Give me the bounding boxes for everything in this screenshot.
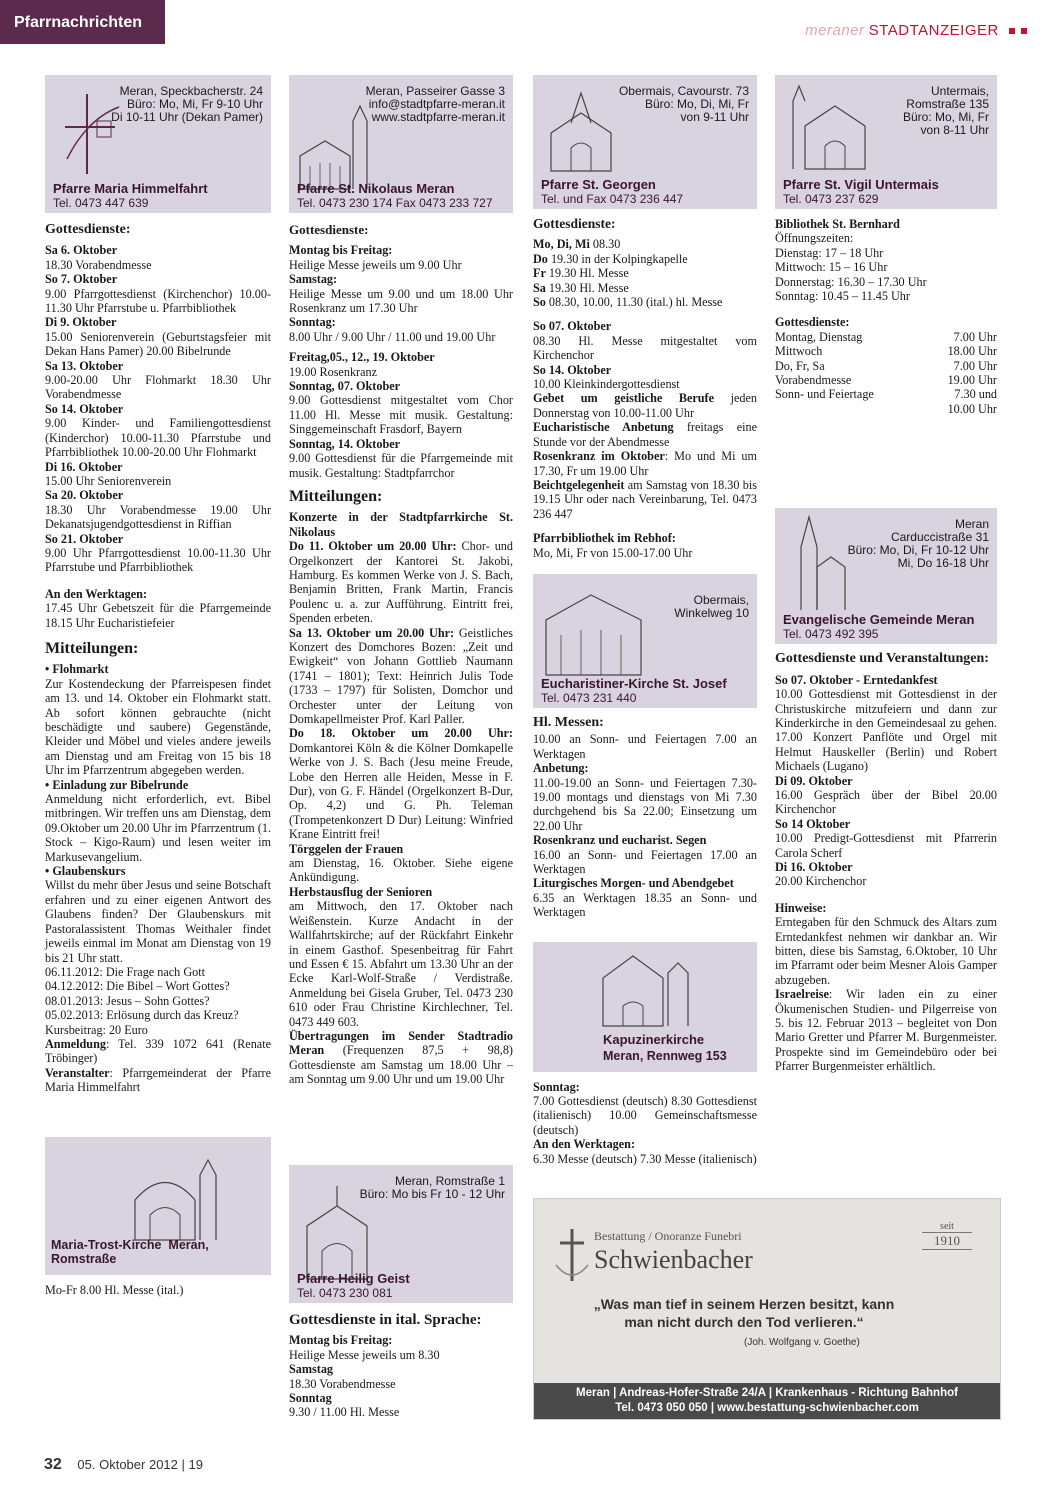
parish-phone: Tel. und Fax 0473 236 447 bbox=[541, 191, 684, 206]
church-drawing-icon bbox=[781, 512, 851, 612]
section-heading: Gottesdienste und Veranstaltungen: bbox=[775, 651, 989, 667]
weekday-services: An den Werktagen: 17.45 Uhr Gebetszeit für die Pfarrgemeinde 18.15 Uhr Eucharistiefeier bbox=[45, 586, 271, 630]
page-header bbox=[0, 0, 1045, 46]
column-4: Untermais, Romstraße 135 Büro: Mo, Mi, Fr von 8-11 Uhr Pfarre St. Vigil Untermais Tel. 0473 237 629 Bibliothek St. Bernhard Öffnungszeiten: Dienstag: 17 – 18 Uhr Mittwoch: 15 – 16 Uhr Donnerstag: 16.30 – 17.30 Uhr Sonntag: 10.45 – 11.45 Uhr Gottesdienste: Montag, Dienstag 7.00 Uhr Mittwoch 18.00 Uhr Do, Fr, Sa 7.00 Uhr Vorabendmesse 19.00 Uhr Sonn- und Feiertage 7.30 und 10.00 Uhr Meran Carduccistraße 31 Büro: Mo, Di, Fr 10-12 Uhr Mi, Do 16-18 Uhr Evangelische Gemeinde Meran Tel. 0473 492 395 Gottesdienste und Veranstaltungen: So 07. Oktober - Erntedankfest 10.00 Gottesdienst mit Gottesdienst in der Christuskirche mitzufeiern und dann zur Kinderkirche in den Gemeindesaal zu gehen. 17.00 Konzert Panflöte und Orgel mit Helmut Hauskeller (Berlin) und Robert Michaels (Lugano) Di 09. Oktober 16.00 Gespräch über der Bibel 20.00 Kirchenchor So 14 Oktober 10.00 Predigt-Gottesdienst mit Pfarrerin Carola Scherf Di 16. Oktober 20.00 Kirchenchor Hinweise: Erntegaben für den Schmuck des Altars zum Erntedankfest nehmen wir dankbar an. Wir bitten, diese bis Samstag, 6.Oktober, 10 Uhr im Pfarramt oder beim Mesner Alois Gamper abzugeben. Israelreise: Wir laden ein zu einer Ökumenischen Studien- und Pilgerreise von 5. bis 12. Februar 2013 – begleitet von Don Mario Gretter und Pfarrer M. Burgenmeister. Prospekte sind im Gemeindebüro oder bei Pfarrer Burgenmeister erhältlich. bbox=[775, 75, 997, 1074]
church-drawing-icon bbox=[593, 948, 703, 1028]
trost-service: Mo-Fr 8.00 Hl. Messe (ital.) bbox=[45, 1282, 184, 1297]
registration: Anmeldung: Tel. 339 1072 641 (Renate Tröbinger) bbox=[45, 1036, 271, 1066]
church-drawing-icon bbox=[785, 81, 875, 171]
parish-phone: Tel. 0473 447 639 bbox=[53, 195, 149, 210]
page-number: 32 bbox=[44, 1456, 62, 1473]
parish-name: Pfarre St. Nikolaus Meran bbox=[297, 180, 455, 196]
church-drawing-icon bbox=[295, 101, 375, 191]
brand-meraner: meraner bbox=[805, 22, 865, 39]
parish-address: Meran, Passeirer Gasse 3 info@stadtpfarre-meran.it www.stadtpfarre-meran.it bbox=[365, 84, 505, 124]
parish-address: Obermais, Winkelweg 10 bbox=[674, 592, 749, 620]
church-card-maria-trost bbox=[45, 1137, 271, 1275]
issue-date: 05. Oktober 2012 | 19 bbox=[77, 1457, 203, 1472]
section-heading: Gottesdienste: bbox=[289, 222, 369, 237]
notice-glaubenskurs: • Glaubenskurs Willst du mehr über Jesus und seine Botschaft erfahren und zu einer eigenen Antwort des Glaubens finden? Der Glaubenskurs mit Pastoralassistent Thomas Weithaler findet jeweils einmal im Monat am Dienstag von 19 bis 21 Uhr statt. bbox=[45, 864, 271, 965]
church-card-st-josef bbox=[533, 574, 757, 708]
parish-phone: Tel. 0473 230 174 Fax 0473 233 727 bbox=[297, 195, 493, 210]
page-footer bbox=[44, 1456, 203, 1474]
parish-card-evangelisch bbox=[775, 508, 997, 644]
parish-name: Pfarre Heilig Geist bbox=[297, 1270, 410, 1286]
church-card-kapuziner bbox=[533, 942, 757, 1072]
course-dates: 06.11.2012: Die Frage nach Gott 04.12.2012: Die Bibel – Wort Gottes? 08.01.2013: Jesus – Sohn Gottes? 05.02.2013: Erlösung durch das Kreuz? Kursbeitrag: 20 Euro bbox=[45, 964, 239, 1037]
parish-card-st-vigil bbox=[775, 75, 997, 209]
parish-name: Pfarre Maria Himmelfahrt bbox=[53, 180, 208, 196]
parish-address: Untermais, Romstraße 135 Büro: Mo, Mi, Fr von 8-11 Uhr bbox=[902, 84, 989, 137]
church-address: Meran, Rennweg 153 bbox=[603, 1049, 727, 1064]
parish-phone: Tel. 0473 237 629 bbox=[783, 191, 879, 206]
section-heading: Gottesdienste: bbox=[45, 222, 131, 237]
parish-address: Meran, Speckbacherstr. 24 Büro: Mo, Mi, Fr 9-10 Uhr Di 10-11 Uhr (Dekan Pamer) bbox=[111, 84, 263, 124]
parish-name: Pfarre St. Vigil Untermais bbox=[783, 176, 939, 192]
ad-quote-author: (Joh. Wolfgang v. Goethe) bbox=[744, 1337, 860, 1348]
column-1 bbox=[45, 75, 271, 1297]
ad-company-name: Schwienbacher bbox=[594, 1245, 753, 1274]
parish-address: Obermais, Cavourstr. 73 Büro: Mo, Di, Mi, Fr von 9-11 Uhr bbox=[618, 84, 749, 124]
church-name: Maria-Trost-Kirche Meran, Romstraße bbox=[51, 1237, 209, 1267]
brand-square-icon bbox=[1021, 28, 1027, 34]
column-3: Obermais, Cavourstr. 73 Büro: Mo, Di, Mi, Fr von 9-11 Uhr Pfarre St. Georgen Tel. und Fax 0473 236 447 Gottesdienste: Mo, Di, Mi 08.30 Do 19.30 in der Kolpingkapelle Fr 19.30 Hl. Messe Sa 19.30 Hl. Messe So 08.30, 10.00, 11.30 (ital.) hl. Messe So 07. Oktober 08.30 Hl. Messe mitgestaltet vom Kirchenchor So 14. Oktober 10.00 Kleinkindergottesdienst Gebet um geistliche Berufe jeden Donnerstag von 10.00-11.00 Uhr Eucharistische Anbetung freitags eine Stunde vor der Abendmesse Rosenkranz im Oktober: Mo und Mi um 17.30, Fr um 19.00 Uhr Beichtgelegenheit am Samstag von 18.30 bis 19.15 Uhr oder nach Vereinbarung, Tel. 0473 236 447 Pfarrbibliothek im Rebhof: Mo, Mi, Fr von 15.00-17.00 Uhr Obermais, Winkelweg 10 Eucharistiner-Kirche St. Josef Tel. 0473 231 440 Hl. Messen: 10.00 an Sonn- und Feiertagen 7.00 an Werktagen Anbetung: 11.00-19.00 an Sonn- und Feiertagen 7.30-19.00 montags und dienstags von Mi 7.30 durchgehend bis Sa 22.00; Einsetzung um 22.00 Uhr Rosenkranz und eucharist. Segen 16.00 an Sonn- und Feiertagen 17.00 an Werktagen Liturgisches Morgen- und Abendgebet 6.35 an Werktagen 18.35 an Sonn- und Werktagen Kapuzinerkirche Meran, Rennweg 153 Sonntag: 7.00 Gottesdienst (deutsch) 8.30 Gottesdienst (italienisch) 10.00 Gemeinschaftsmesse (deutsch) An den Werktagen: 6.30 Messe (deutsch) 7.30 Messe (italienisch) bbox=[533, 75, 757, 1166]
parish-card-heilig-geist bbox=[289, 1165, 513, 1303]
parish-card-maria-himmelfahrt bbox=[45, 75, 271, 213]
brand-square-icon bbox=[1009, 28, 1015, 34]
section-heading: Gottesdienste in ital. Sprache: bbox=[289, 1312, 482, 1328]
wreath-seal-icon: seit 1910 bbox=[922, 1221, 972, 1271]
parish-name: Evangelische Gemeinde Meran bbox=[783, 611, 975, 627]
parish-card-st-nikolaus bbox=[289, 75, 513, 213]
column-2: Meran, Passeirer Gasse 3 info@stadtpfarre-meran.it www.stadtpfarre-meran.it Pfarre St. Nikolaus Meran Tel. 0473 230 174 Fax 0473 233 727 Gottesdienste: Montag bis Freitag: Heilige Messe jeweils um 9.00 Uhr Samstag: Heilige Messe um 9.00 und um 18.00 Uhr Rosenkranz um 17.30 Uhr Sonntag: 8.00 Uhr / 9.00 Uhr / 11.00 und 19.00 Uhr Freitag,05., 12., 19. Oktober 19.00 Rosenkranz Sonntag, 07. Oktober 9.00 Gottesdienst mitgestaltet vom Chor 11.00 Hl. Messe mit musik. Gestaltung: Singgemeinschaft Frasdorf, Bayern Sonntag, 14. Oktober 9.00 Gottesdienst für die Pfarrgemeinde mit musik. Gestaltung: Stadtpfarrchor Mitteilungen: Konzerte in der Stadtpfarrkirche St. Nikolaus Do 11. Oktober um 20.00 Uhr: Chor- und Orgelkonzert der Kantorei St. Jakobi, Hamburg. Es kommen Werke von J. S. Bach, Benjamin Britten, Frank Martin, Francis Poulenc u. a. zur Aufführung. Eintritt frei, Spenden erbeten. Sa 13. Oktober um 20.00 Uhr: Geistliches Konzert des Domchores Bozen: „Zeit und Ewigkeit“ von Johann Gottlieb Naumann (1741 – 1801); Text: Heinrich Julis Tode (1733 – 1797) für Solisten, Domchor und Orchester unter der Leitung von Domkapellmeister Prof. Karl Paller. Do 18. Oktober um 20.00 Uhr: Domkantorei Köln & die Kölner Domkapelle Werke von J. S. Bach (Jesu meine Freude, Lobe den Herren alle Heiden, Messe in F. Dur), von G. F. Händel (Orgelkonzert B-Dur, Op. 4,2) und G. Ph. Teleman (Trompetenkonzert D Dur) Leitung: Winfried Krane Eintritt frei! Törggelen der Frauen am Dienstag, 16. Oktober. Siehe eigene Ankündigung. Herbstausflug der Senioren am Mittwoch, den 17. Oktober nach Weißenstein. Kurze Andacht in der Wallfahrtskirche; auf der Rückfahrt Einkehr in einem Gasthof. Spesenbeitrag für Fahrt und Essen € 15. Abfahrt um 13.30 Uhr an der Ecke Karl-Wolf-Straße / Verdistraße. Anmeldung bei Gisela Gruber, Tel. 0473 230 610 oder Frau Christine Kirchlechner, Tel. 0473 449 603. Übertragungen im Sender Stadtradio Meran (Frequenzen 87,5 + 98,8) Gottesdienste am Samstag um 18.00 Uhr – am Sonntag um 9.00 Uhr und um 19.00 Uhr bbox=[289, 75, 513, 1087]
funeral-advertisement bbox=[533, 1198, 1001, 1420]
service-list: Sa 6. Oktober 18.30 Vorabendmesse So 7. Oktober 9.00 Pfarrgottesdienst (Kirchenchor) 10.00-11.30 Uhr Pfarrstube u. Pfarrbibliothek Di 9. Oktober 15.00 Seniorenverein (Geburtstagsfeier mit Dekan Hans Pamer) 20.00 Bibelrunde Sa 13. Oktober 9.00-20.00 Uhr Flohmarkt 18.30 Uhr Vorabendmesse So 14. Oktober 9.00 Kinder- und Familiengottesdienst (Kinderchor) 10.00-11.30 Pfarrstube und Pfarrbibliothek 10.00-20.00 Uhr Flohmarkt Di 16. Oktober 15.00 Uhr Seniorenverein Sa 20. Oktober 18.30 Uhr Vorabendmesse 19.00 Uhr Dekanatsjugendgottesdienst in Riffian So 21. Oktober 9.00 Uhr Pfarrgottesdienst 10.00-11.30 Uhr Pfarrstube und Pfarrbibliothek bbox=[45, 243, 271, 575]
organizer: Veranstalter: Pfarrgemeinderat der Pfarre Maria Himmelfahrt bbox=[45, 1065, 271, 1095]
section-heading: Mitteilungen: bbox=[289, 487, 383, 505]
parish-name: Pfarre St. Georgen bbox=[541, 176, 656, 192]
ad-quote: „Was man tief in seinem Herzen besitzt, kann man nicht durch den Tod verlieren.“ bbox=[593, 1296, 895, 1330]
notice-flohmarkt: • Flohmarkt Zur Kostendeckung der Pfarreispesen findet am 13. und 14. Oktober ein Flohmarkt statt. Ab sofort können gebrauchte (nicht beschädigte und saubere) Gegenstände, Kleider und Möbel und vieles andere jeweils am Dienstag und am Freitag von 15 bis 18 Uhr im Pfarrzentrum abgegeben werden. bbox=[45, 662, 271, 778]
church-name: Kapuzinerkirche bbox=[603, 1032, 705, 1048]
column-2-lower: Meran, Romstraße 1 Büro: Mo bis Fr 10 - 12 Uhr Pfarre Heilig Geist Tel. 0473 230 081 Gottesdienste in ital. Sprache: Montag bis Freitag: Heilige Messe jeweils um 8.30 Samstag 18.30 Vorabendmesse Sonntag 9.30 / 11.00 Hl. Messe bbox=[289, 1165, 513, 1420]
parish-phone: Tel. 0473 492 395 bbox=[783, 626, 879, 641]
service-times-table: Montag, Dienstag 7.00 Uhr Mittwoch 18.00 Uhr Do, Fr, Sa 7.00 Uhr Vorabendmesse 19.00 Uhr Sonn- und Feiertage 7.30 und 10.00 Uhr bbox=[775, 329, 997, 416]
parish-phone: Tel. 0473 231 440 bbox=[541, 690, 637, 705]
ad-subtitle: Bestattung / Onoranze Funebri bbox=[594, 1229, 742, 1243]
section-heading: Gottesdienste: bbox=[533, 216, 616, 231]
parish-address: Meran Carduccistraße 31 Büro: Mo, Di, Fr 10-12 Uhr Mi, Do 16-18 Uhr bbox=[847, 517, 989, 571]
publication-brand bbox=[805, 22, 1027, 39]
parish-phone: Tel. 0473 230 081 bbox=[297, 1285, 393, 1300]
ad-contact-bar: Meran | Andreas-Hofer-Straße 24/A | Krankenhaus - Richtung Bahnhof Tel. 0473 050 050 | www.bestattung-schwienbacher.com bbox=[534, 1383, 1000, 1419]
section-heading: Mitteilungen: bbox=[45, 639, 139, 657]
notice-bibelrunde: • Einladung zur Bibelrunde Anmeldung nicht erforderlich, evt. Bibel mitbringen. Wir treffen uns am Dienstag, dem 09.Oktober um 20.00 Uhr im Pfarrzentrum (1. Stock – Kigo-Raum) und lesen weiter im Markusevangelium. bbox=[45, 777, 271, 864]
parish-card-st-georgen bbox=[533, 75, 757, 209]
parish-name: Eucharistiner-Kirche St. Josef bbox=[541, 675, 727, 691]
church-drawing-icon bbox=[125, 1145, 235, 1245]
church-drawing-icon bbox=[541, 580, 651, 680]
brand-stadtanzeiger: STADTANZEIGER bbox=[868, 22, 999, 39]
parish-address: Meran, Romstraße 1 Büro: Mo bis Fr 10 - 12 Uhr bbox=[359, 1174, 505, 1201]
library-info: Bibliothek St. Bernhard Öffnungszeiten: Dienstag: 17 – 18 Uhr Mittwoch: 15 – 16 Uhr Donnerstag: 16.30 – 17.30 Uhr Sonntag: 10.45 – 11.45 Uhr bbox=[775, 217, 927, 304]
section-heading: Hl. Messen: bbox=[533, 714, 604, 730]
section-title: Pfarrnachrichten bbox=[0, 0, 165, 44]
cross-icon bbox=[552, 1225, 592, 1285]
